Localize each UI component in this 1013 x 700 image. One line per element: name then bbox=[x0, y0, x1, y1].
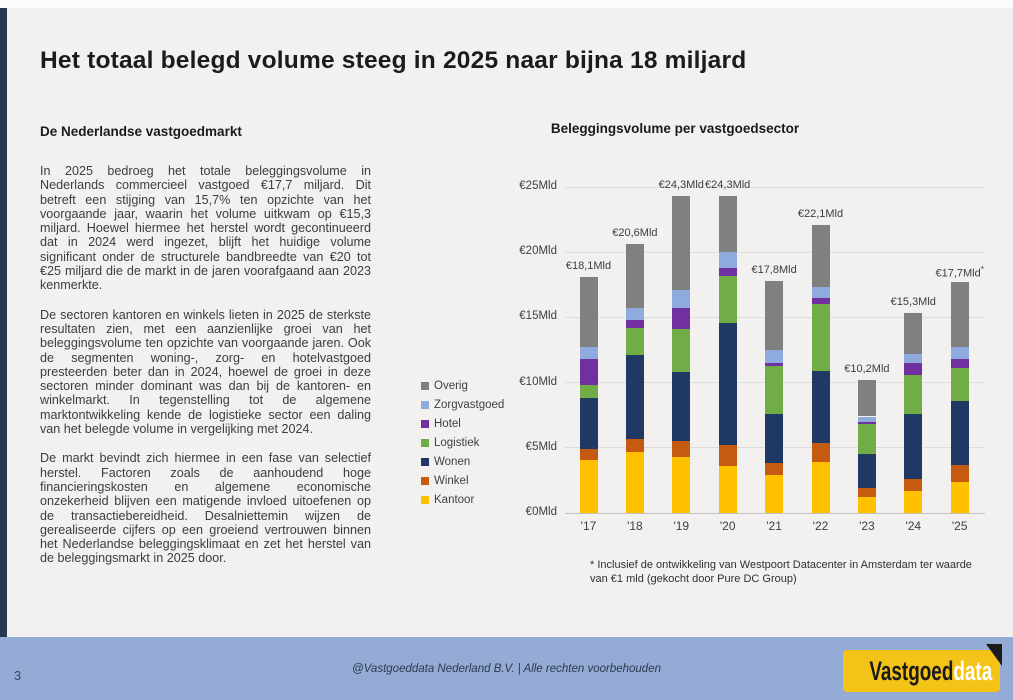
bar-segment-kantoor bbox=[858, 497, 876, 513]
bar-segment-kantoor bbox=[672, 457, 690, 513]
legend-label: Overig bbox=[434, 380, 468, 392]
bar-segment-wonen bbox=[672, 372, 690, 441]
bar-segment-winkel bbox=[951, 465, 969, 482]
bar-segment-winkel bbox=[672, 441, 690, 457]
bar-total-label bbox=[590, 227, 680, 239]
gridline bbox=[565, 187, 985, 188]
bar-segment-logistiek bbox=[812, 304, 830, 371]
x-axis-label: '20 bbox=[719, 519, 736, 533]
article-heading: De Nederlandse vastgoedmarkt bbox=[40, 124, 242, 139]
bar-total-label bbox=[868, 296, 958, 308]
bar-segment-zorgvastgoed bbox=[858, 417, 876, 422]
bar-total-label bbox=[683, 179, 773, 191]
bar-segment-kantoor bbox=[812, 462, 830, 513]
logo-text bbox=[869, 650, 992, 692]
bar-segment-logistiek bbox=[765, 366, 783, 414]
legend-swatch-icon bbox=[421, 382, 429, 390]
bar-segment-kantoor bbox=[904, 491, 922, 513]
bar-segment-wonen bbox=[858, 454, 876, 488]
bar-segment-winkel bbox=[719, 445, 737, 466]
legend-label: Winkel bbox=[434, 475, 469, 487]
y-axis-label: €10Mld bbox=[519, 375, 557, 388]
x-axis-label: '25 bbox=[951, 519, 968, 533]
page-title: Het totaal belegd volume steeg in 2025 naar bijna 18 miljard bbox=[40, 47, 747, 74]
bar-segment-winkel bbox=[904, 479, 922, 491]
logo-text-data: data bbox=[953, 656, 993, 686]
legend-swatch-icon bbox=[421, 439, 429, 447]
bar-total-label bbox=[822, 363, 912, 375]
bar-segment-wonen bbox=[626, 355, 644, 438]
bar-segment-wonen bbox=[719, 323, 737, 446]
bar-total-label bbox=[776, 208, 866, 220]
legend-item-overig bbox=[421, 380, 504, 392]
footer-copyright: @Vastgoeddata Nederland B.V. | Alle rechten voorbehouden bbox=[352, 663, 661, 675]
legend-item-logistiek bbox=[421, 437, 504, 449]
x-axis-label: '22 bbox=[812, 519, 829, 533]
bar-segment-kantoor bbox=[626, 452, 644, 513]
bar-segment-winkel bbox=[626, 439, 644, 452]
bar-segment-kantoor bbox=[719, 466, 737, 513]
bar-segment-logistiek bbox=[951, 368, 969, 401]
bar-segment-hotel bbox=[580, 359, 598, 385]
legend-label: Zorgvastgoed bbox=[434, 399, 505, 411]
article-paragraph-3: De markt bevindt zich hiermee in een fase van selectief herstel. Factoren zoals de aanhoudend hoge financieringskosten en algemene economische onzekerheid blijven een matigende invloed uitoefenen op de transactiebereidheid. Desalniettemin wijzen de gerealiseerde cijfers op een groeiend vertrouwen binnen het Nederlandse beleggingsklimaat en zet het herstel van de beleggingsmarkt in 2025 door. bbox=[40, 451, 371, 566]
bar-segment-zorgvastgoed bbox=[580, 347, 598, 359]
bar-segment-kantoor bbox=[580, 460, 598, 513]
bar-segment-hotel bbox=[672, 308, 690, 329]
bar-segment-kantoor bbox=[951, 482, 969, 513]
bar-segment-logistiek bbox=[580, 385, 598, 398]
legend-item-winkel bbox=[421, 475, 504, 487]
legend-item-zorgvastgoed bbox=[421, 399, 504, 411]
bar-segment-hotel bbox=[812, 298, 830, 305]
logo-fold-triangle-icon bbox=[986, 644, 1002, 666]
x-axis-label: '24 bbox=[905, 519, 922, 533]
bar-segment-wonen bbox=[812, 371, 830, 443]
legend-swatch-icon bbox=[421, 420, 429, 428]
y-axis-label: €15Mld bbox=[519, 310, 557, 323]
bar-segment-overig bbox=[765, 281, 783, 350]
bar-total-value: €20,6Mld bbox=[612, 227, 658, 240]
bar-segment-hotel bbox=[765, 363, 783, 366]
bar-total-value: €15,3Mld bbox=[890, 296, 936, 309]
bar-total-label bbox=[544, 260, 634, 272]
footer-band bbox=[0, 637, 1013, 700]
legend-swatch-icon bbox=[421, 477, 429, 485]
bar-segment-zorgvastgoed bbox=[626, 308, 644, 320]
legend-swatch-icon bbox=[421, 496, 429, 504]
bar-total-value: €10,2Mld bbox=[844, 362, 890, 375]
bar-segment-wonen bbox=[951, 401, 969, 465]
bar-segment-hotel bbox=[904, 363, 922, 375]
y-axis-label: €0Mld bbox=[525, 506, 557, 518]
legend-label: Kantoor bbox=[434, 494, 475, 506]
bar-segment-overig bbox=[904, 313, 922, 353]
bar-segment-hotel bbox=[626, 320, 644, 328]
bar-segment-logistiek bbox=[626, 328, 644, 355]
bar-segment-hotel bbox=[951, 359, 969, 368]
bar-total-value: €24,3Mld bbox=[658, 179, 704, 192]
bar-total-value: €22,1Mld bbox=[797, 207, 844, 220]
bar-segment-zorgvastgoed bbox=[812, 287, 830, 297]
bar-segment-overig bbox=[580, 277, 598, 347]
bar-segment-overig bbox=[626, 244, 644, 308]
legend-item-kantoor bbox=[421, 494, 504, 506]
bar-segment-kantoor bbox=[765, 475, 783, 513]
bar-segment-logistiek bbox=[904, 375, 922, 414]
footnote-line-1: * Inclusief de ontwikkeling van Westpoort Datacenter in Amsterdam ter waarde bbox=[590, 559, 972, 571]
bar-segment-logistiek bbox=[719, 276, 737, 323]
legend-label: Logistiek bbox=[434, 437, 480, 449]
article-paragraph-2: De sectoren kantoren en winkels lieten in 2025 de sterkste resultaten zien, met een aanzienlijke groei van het beleggingsvolume ten opzichte van voorgaande jaren. Ook de segmenten woning-, zorg- en hotelvastgoed presteerden beter dan in 2024, hoewel de groei in deze sectoren minder dominant was dan bij de kantoren- en winkelmarkt. In tegenstelling tot de algemene marktontwikkeling kende de logistieke sector een daling van het belegde volume in vergelijking met 2024. bbox=[40, 307, 371, 437]
bar-segment-overig bbox=[858, 380, 876, 417]
x-axis-label: '23 bbox=[859, 519, 875, 533]
bar-segment-winkel bbox=[858, 488, 876, 497]
chart-title: Beleggingsvolume per vastgoedsector bbox=[550, 121, 800, 136]
y-axis-label: €25Mld bbox=[519, 180, 557, 192]
chart-footnote bbox=[590, 559, 972, 586]
bar-total-value: €24,3Mld bbox=[705, 179, 751, 192]
chart-legend bbox=[421, 380, 504, 513]
bar-segment-overig bbox=[672, 196, 690, 290]
bar-total-label bbox=[729, 264, 819, 276]
bar-segment-wonen bbox=[904, 414, 922, 479]
bar-segment-overig bbox=[719, 196, 737, 252]
bar-segment-hotel bbox=[858, 422, 876, 425]
legend-item-hotel bbox=[421, 418, 504, 430]
x-axis-label: '19 bbox=[673, 519, 690, 533]
bar-segment-wonen bbox=[580, 398, 598, 449]
article-paragraph-1: In 2025 bedroeg het totale beleggingsvolume in Nederlands commercieel vastgoed €17,7 miljard. Dit betreft een stijging van 15,7% ten opzichte van het voorgaande jaar, waarin het volume uitkwam op €15,3 miljard. Hoewel hiermee het herstel wordt gecontinueerd dat in 2024 werd ingezet, blijft het huidige volume significant onder de structurele bandbreedte van €20 tot €25 miljard die de markt in de jaren voorafgaand aan 2023 kenmerkte. bbox=[40, 164, 371, 293]
bar-segment-winkel bbox=[765, 463, 783, 475]
legend-label: Wonen bbox=[434, 456, 471, 468]
bar-segment-logistiek bbox=[672, 329, 690, 372]
bar-total-value: €18,1Mld bbox=[565, 259, 612, 272]
bar-total-label bbox=[915, 265, 1005, 280]
y-axis-label: €5Mld bbox=[525, 440, 557, 453]
page-number: 3 bbox=[14, 668, 22, 683]
bar-total-value: €17,8Mld bbox=[751, 263, 797, 276]
legend-swatch-icon bbox=[421, 458, 429, 466]
bar-segment-winkel bbox=[812, 443, 830, 463]
footnote-line-2: van €1 mld (gekocht door Pure DC Group) bbox=[590, 572, 797, 585]
logo-text-vastgoed: Vastgoed bbox=[869, 656, 954, 686]
legend-item-wonen bbox=[421, 456, 504, 468]
bar-segment-logistiek bbox=[858, 424, 876, 454]
x-axis-label: '18 bbox=[627, 519, 643, 533]
bar-segment-zorgvastgoed bbox=[765, 350, 783, 363]
bar-segment-zorgvastgoed bbox=[672, 290, 690, 308]
bar-segment-overig bbox=[812, 225, 830, 288]
footnote-asterisk: * bbox=[980, 265, 984, 275]
y-axis-label: €20Mld bbox=[519, 245, 557, 258]
vastgoeddata-logo bbox=[843, 650, 1000, 692]
bar-segment-zorgvastgoed bbox=[904, 354, 922, 363]
x-axis-label: '21 bbox=[766, 519, 782, 533]
x-axis-label: '17 bbox=[580, 519, 597, 533]
legend-label: Hotel bbox=[434, 418, 461, 430]
bar-segment-winkel bbox=[580, 449, 598, 459]
bar-segment-wonen bbox=[765, 414, 783, 464]
bar-total-value: €17,7Mld bbox=[935, 267, 981, 280]
bar-segment-overig bbox=[951, 282, 969, 347]
legend-swatch-icon bbox=[421, 401, 429, 409]
bar-segment-zorgvastgoed bbox=[951, 347, 969, 359]
